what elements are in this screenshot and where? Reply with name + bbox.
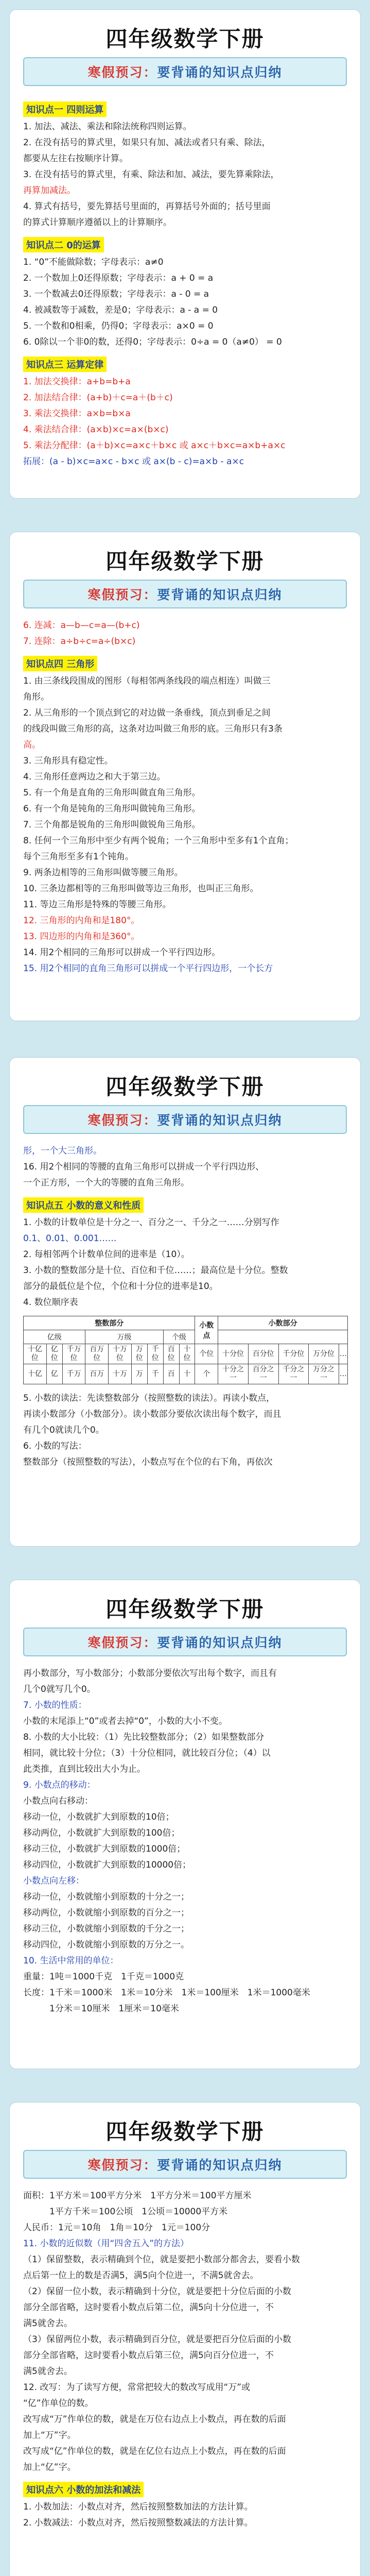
text-line: 15. 用2个相同的直角三角形可以拼成一个平行四边形，一个长方 (23, 963, 273, 974)
text-line: 面积：1平方米＝100平方分米 1平方分米＝100平方厘米 (23, 2191, 252, 2201)
table-header-cell: 小数部分 (218, 1316, 348, 1330)
unit-cell: … (339, 1364, 347, 1384)
place-name-cell: 千分位 (278, 1344, 309, 1364)
banner-label: 寒假预习： (87, 65, 157, 80)
place-value-table-wrap (23, 1316, 347, 1384)
text-line: 2. 从三角形的一个顶点到它的对边做一条垂线，顶点到垂足之间 (23, 708, 271, 718)
text-line: 1平方千米＝100公顷 1公顷＝10000平方米 (23, 2207, 228, 2217)
table-header-cell: 整数部分 (24, 1316, 195, 1330)
text-line: 4. 三角形任意两边之和大于第三边。 (23, 772, 166, 782)
page-title: 四年级数学下册 (105, 2119, 265, 2144)
text-line: 2. 一个数加上0还得原数；字母表示：a + 0 = a (23, 273, 214, 283)
text-line: 1. 加法交换律：a+b=b+a (23, 377, 131, 387)
text-line: 改写成“万”作单位的数，就是在万位右边点上小数点，再在数的后面 (23, 2414, 286, 2425)
text-line: 点后第一位上的数是否满5，满5向个位进一，不满5就舍去。 (23, 2270, 259, 2281)
unit-cell: 十分之一 (218, 1364, 249, 1384)
banner-label: 寒假预习： (87, 587, 157, 602)
banner-subtitle: 要背诵的知识点归纳 (157, 1635, 283, 1650)
text-line: 5. 有一个角是直角的三角形叫做直角三角形。 (23, 788, 201, 798)
text-line: 加上“亿”字。 (23, 2462, 76, 2472)
text-line: 13. 四边形的内角和是360°。 (23, 931, 140, 942)
page-body (23, 618, 347, 977)
place-name-cell: 万位 (131, 1344, 147, 1364)
banner-subtitle: 要背诵的知识点归纳 (157, 65, 283, 80)
text-line: 6. 有一个角是钝角的三角形叫做钝角三角形。 (23, 804, 201, 814)
text-line: 2. 每相邻两个计数单位间的进率是（10）。 (23, 1249, 190, 1260)
text-line: 8. 任何一个三角形中至少有两个锐角；一个三角形中至多有1个直角； (23, 836, 294, 846)
unit-cell: 十万 (109, 1364, 132, 1384)
page-banner (23, 57, 347, 86)
unit-cell: 个 (195, 1364, 218, 1384)
text-line: 12. 三角形的内角和是180°。 (23, 916, 140, 926)
text-line: 移动三位，小数就扩大到原数的1000倍； (23, 1844, 186, 1854)
place-name-cell: 十位 (179, 1344, 195, 1364)
banner-subtitle: 要背诵的知识点归纳 (157, 1113, 283, 1128)
text-line: 4. 数位顺序表 (23, 1297, 78, 1308)
text-line: （1）保留整数，表示精确到个位，就是要把小数部分都舍去，要看小数 (23, 2255, 300, 2265)
section-heading: 知识点一 四则运算 (23, 101, 107, 117)
section-heading-row (23, 231, 347, 255)
text-line: 重量：1吨＝1000千克 1千克＝1000克 (23, 1972, 184, 1982)
text-line: 3. 小数的整数部分是十位、百位和千位……；最高位是十分位。整数 (23, 1265, 288, 1276)
table-group-cell: 个级 (163, 1330, 195, 1344)
section-heading: 知识点四 三角形 (23, 656, 97, 671)
unit-cell: 十亿 (24, 1364, 47, 1384)
place-name-cell: 万分位 (309, 1344, 339, 1364)
document-page[interactable] (9, 1057, 361, 1547)
text-line: 5. 乘法分配律：(a＋b)×c=a×c＋b×c 或 a×c＋b×c=a×b+a×c (23, 440, 286, 451)
place-name-cell: 百位 (163, 1344, 179, 1364)
text-line: 的线段叫做三角形的高，这条对边叫做三角形的底。三角形只有3条 (23, 724, 283, 734)
document-page[interactable] (9, 2102, 361, 2576)
unit-cell: 亿 (46, 1364, 62, 1384)
text-line: 移动三位，小数就缩小到原数的千分之一； (23, 1924, 189, 1934)
place-name-cell: 千位 (147, 1344, 163, 1364)
text-line: 7. 小数的性质： (23, 1700, 87, 1710)
text-line: 移动一位，小数就缩小到原数的十分之一； (23, 1892, 189, 1902)
place-name-cell: 百分位 (248, 1344, 278, 1364)
text-line: 10. 三条边都相等的三角形叫做等边三角形，也叫正三角形。 (23, 884, 259, 894)
unit-cell: 百 (163, 1364, 179, 1384)
place-value-table (23, 1316, 348, 1384)
place-name-cell: 亿位 (46, 1344, 62, 1364)
text-line: 人民币：1元＝10角 1角＝10分 1元＝100分 (23, 2223, 210, 2233)
text-line: 3. 在没有括号的算式里，有乘、除法和加、减法，要先算乘除法， (23, 170, 279, 180)
text-line: （2）保留一位小数，表示精确到十分位，就是要把十分位后面的小数 (23, 2286, 291, 2297)
text-line: 4. 被减数等于减数，差是0；字母表示：a - a = 0 (23, 305, 218, 315)
text-line: 1. 由三条线段围成的图形（每相邻两条线段的端点相连）叫做三 (23, 676, 271, 686)
text-line: 小数点向左移： (23, 1876, 84, 1886)
section-heading: 知识点三 运算定律 (23, 357, 107, 372)
text-line: 每个三角形至多有1个钝角。 (23, 852, 134, 862)
page-title: 四年级数学下册 (105, 1074, 265, 1099)
document-page[interactable] (9, 532, 361, 1021)
text-line: 加上“万”字。 (23, 2430, 76, 2441)
text-line: 移动两位，小数就扩大到原数的100倍； (23, 1828, 180, 1838)
document-page[interactable] (9, 1580, 361, 2069)
text-line: 形，一个大三角形。 (23, 1146, 102, 1156)
text-line: 1. 小数的计数单位是十分之一、百分之一、千分之一……分别写作 (23, 1217, 279, 1228)
text-line: 的算式计算顺序遵循以上的计算顺序。 (23, 217, 172, 228)
page-body (23, 2188, 347, 2531)
table-row (24, 1364, 348, 1384)
unit-cell: 万 (131, 1364, 147, 1384)
page-title: 四年级数学下册 (105, 1597, 265, 1622)
banner-label: 寒假预习： (87, 2158, 157, 2173)
section-heading-row (23, 2476, 347, 2499)
unit-cell: 千 (147, 1364, 163, 1384)
page-body (23, 1666, 347, 2017)
table-row (24, 1344, 348, 1364)
place-name-cell: … (339, 1344, 347, 1364)
text-line: 2. 加法结合律：(a+b)＋c=a＋(b＋c) (23, 393, 173, 403)
text-line: 改写成“亿”作单位的数，就是在亿位右边点上小数点，再在数的后面 (23, 2446, 286, 2456)
section-heading: 知识点二 0的运算 (23, 237, 104, 252)
text-line: 16. 用2个相同的等腰的直角三角形可以拼成一个平行四边形、 (23, 1162, 265, 1172)
text-line: 一个正方形，一个大的等腰的直角三角形。 (23, 1178, 189, 1188)
text-line: 7. 连除：a÷b÷c=a÷(b×c) (23, 636, 136, 647)
text-line: 2. 在没有括号的算式里，如果只有加、减法或者只有乘、除法， (23, 138, 271, 148)
text-line: 再小数部分，写小数部分；小数部分要依次写出每个数字，而且有 (23, 1668, 277, 1679)
text-line: 再算加减法。 (23, 185, 76, 196)
text-line: 4. 乘法结合律：(a×b)×c=a×(b×c) (23, 425, 169, 435)
text-line: （3）保留两位小数，表示精确到百分位，就是要把百分位后面的小数 (23, 2334, 291, 2345)
text-line: 1分米＝10厘米 1厘米＝10毫米 (23, 2004, 179, 2014)
place-name-cell: 千万位 (62, 1344, 85, 1364)
page-banner (23, 2150, 347, 2179)
page-banner (23, 1628, 347, 1656)
table-row (24, 1330, 348, 1344)
section-heading: 知识点五 小数的意义和性质 (23, 1197, 144, 1213)
text-line: 都要从左往右按顺序计算。 (23, 154, 128, 164)
unit-cell: 千分之一 (278, 1364, 309, 1384)
unit-cell: 百万 (85, 1364, 109, 1384)
text-line: 高。 (23, 740, 41, 750)
unit-cell: 万分之一 (309, 1364, 339, 1384)
text-line: 有几个0就读几个0。 (23, 1425, 104, 1435)
page-banner (23, 580, 347, 608)
text-line: 部分的最低位是个位，个位和十分位的进率是10。 (23, 1281, 218, 1292)
banner-label: 寒假预习： (87, 1113, 157, 1128)
text-line: 此类推，直到比较出大小为止。 (23, 1764, 146, 1774)
text-line: 角形。 (23, 692, 49, 702)
text-line: 0.1、0.01、0.001…… (23, 1233, 117, 1244)
place-name-cell: 十亿位 (24, 1344, 47, 1364)
text-line: 整数部分（按照整数的写法），小数点写在个位的右下角，再依次 (23, 1457, 273, 1467)
text-line: “亿”作单位的数。 (23, 2398, 94, 2409)
table-row (24, 1316, 348, 1330)
page-title: 四年级数学下册 (105, 26, 265, 52)
banner-label: 寒假预习： (87, 1635, 157, 1650)
place-name-cell: 个位 (195, 1344, 218, 1364)
text-line: 14. 用2个相同的三角形可以拼成一个平行四边形。 (23, 947, 221, 958)
text-line: 9. 小数点的移动： (23, 1780, 96, 1790)
place-name-cell: 百万位 (85, 1344, 109, 1364)
place-name-cell: 十万位 (109, 1344, 132, 1364)
text-line: 9. 两条边相等的三角形叫做等腰三角形。 (23, 868, 183, 878)
text-line: 3. 乘法交换律：a×b=b×a (23, 409, 131, 419)
text-line: 8. 小数的大小比较：（1）先比较整数部分；（2）如果整数部分 (23, 1732, 265, 1742)
text-line: 5. 一个数和0相乘，仍得0；字母表示：a×0 = 0 (23, 321, 214, 331)
section-heading-row (23, 95, 347, 119)
text-line: 小数的末尾添上“0”或者去掉“0”，小数的大小不变。 (23, 1716, 227, 1726)
unit-cell: 千万 (62, 1364, 85, 1384)
section-heading-row (23, 650, 347, 673)
text-line: 小数点向右移动： (23, 1796, 93, 1806)
text-line: 部分全部省略，这时要看小数点后第三位，满5向百分位进一，不 (23, 2350, 274, 2361)
section-heading-row (23, 1191, 347, 1215)
text-line: 1. “0”不能做除数；字母表示：a≠0 (23, 257, 164, 267)
table-group-cell: 亿级 (24, 1330, 85, 1344)
table-header-cell: 小数点 (195, 1316, 218, 1344)
text-line: 相同，就比较十分位；（3）十分位相同，就比较百分位；（4）以 (23, 1748, 271, 1758)
document-page[interactable] (9, 9, 361, 499)
text-line: 再读小数部分（小数部分）。读小数部分要依次读出每个数字，而且 (23, 1409, 281, 1419)
text-line: 1. 加法、减法、乘法和除法统称四则运算。 (23, 122, 192, 132)
text-line: 7. 三个角都是锐角的三角形叫做锐角三角形。 (23, 820, 201, 830)
banner-subtitle: 要背诵的知识点归纳 (157, 2158, 283, 2173)
unit-cell: 十 (179, 1364, 195, 1384)
table-group-cell: 万级 (85, 1330, 163, 1344)
text-line: 满5就舍去。 (23, 2366, 73, 2377)
text-line: 长度：1千米＝1000米 1米＝10分米 1米＝100厘米 1米＝1000毫米 (23, 1988, 310, 1998)
place-name-cell: 十分位 (218, 1344, 249, 1364)
table-group-cell (218, 1330, 348, 1344)
text-line: 3. 一个数减去0还得原数；字母表示：a - 0 = a (23, 289, 209, 299)
text-line: 11. 等边三角形是特殊的等腰三角形。 (23, 900, 171, 910)
text-line: 11. 小数的近似数（用“四舍五入”的方法） (23, 2239, 189, 2249)
page-body (23, 95, 347, 470)
text-line: 几个0就写几个0。 (23, 1684, 96, 1694)
unit-cell: 百分之一 (248, 1364, 278, 1384)
text-line: 4. 算式有括号，要先算括号里面的，再算括号外面的；括号里面 (23, 201, 271, 212)
page-body (23, 1143, 347, 1470)
text-line: 部分全部省略，这时要看小数点后第二位，满5向十分位进一，不 (23, 2302, 274, 2313)
section-heading: 知识点六 小数的加法和减法 (23, 2482, 144, 2497)
text-line: 6. 0除以一个非0的数，还得0；字母表示：0÷a = 0（a≠0） = 0 (23, 337, 282, 347)
banner-subtitle: 要背诵的知识点归纳 (157, 587, 283, 602)
text-line: 移动四位，小数就缩小到原数的万分之一。 (23, 1940, 189, 1950)
text-line: 满5就舍去。 (23, 2318, 73, 2329)
text-line: 移动两位，小数就缩小到原数的百分之一； (23, 1908, 189, 1918)
text-line: 拓展：(a - b)×c=a×c - b×c 或 a×(b - c)=a×b - a×c (23, 456, 244, 467)
text-line: 移动一位，小数就扩大到原数的10倍； (23, 1812, 174, 1822)
text-line: 1. 小数加法：小数点对齐，然后按照整数加法的方法计算。 (23, 2502, 253, 2512)
text-line: 5. 小数的读法：先读整数部分（按照整数的读法）。再读小数点， (23, 1393, 275, 1403)
page-banner (23, 1105, 347, 1134)
page-title: 四年级数学下册 (105, 549, 265, 574)
text-line: 移动四位，小数就扩大到原数的10000倍； (23, 1860, 191, 1870)
text-line: 10. 生活中常用的单位： (23, 1956, 119, 1966)
text-line: 6. 小数的写法： (23, 1441, 87, 1451)
text-line: 2. 小数减法：小数点对齐，然后按照整数减法的方法计算。 (23, 2518, 253, 2528)
section-heading-row (23, 350, 347, 374)
text-line: 6. 连减：a—b—c=a—(b+c) (23, 620, 140, 631)
text-line: 3. 三角形具有稳定性。 (23, 756, 113, 766)
text-line: 12. 改写：为了读写方便，常常把较大的数改写成用“万”或 (23, 2382, 251, 2393)
